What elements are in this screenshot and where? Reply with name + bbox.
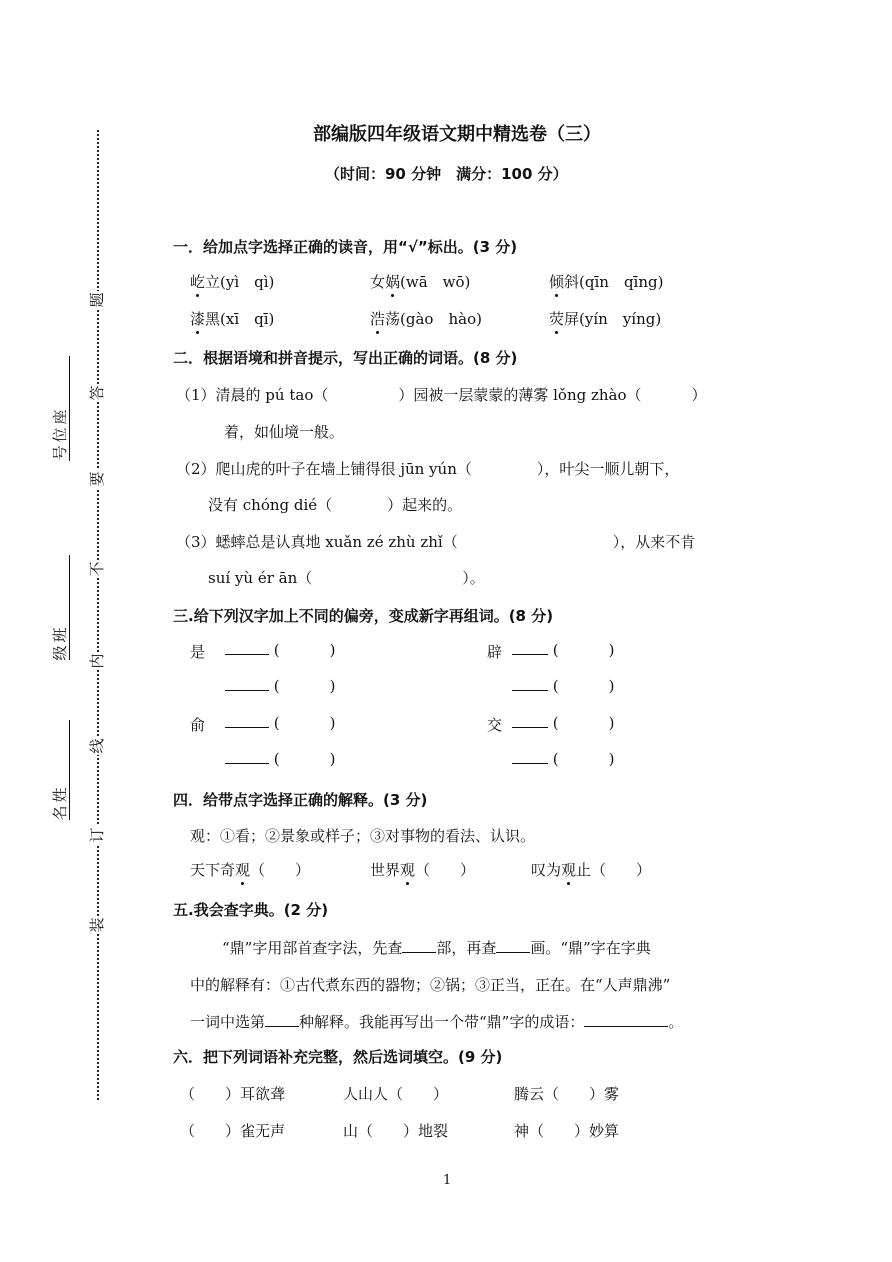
paren: ( bbox=[552, 750, 559, 768]
s3-answer-row bbox=[225, 714, 336, 732]
s1-pinyin: (qīn qīng) bbox=[579, 273, 664, 291]
s2-line-2b bbox=[208, 494, 462, 515]
s2-text: （3）蟋蟀总是认真地 xuǎn zé zhù zhǐ（ bbox=[176, 533, 458, 551]
blank[interactable] bbox=[225, 690, 269, 691]
s1-char: 荡 bbox=[385, 310, 401, 328]
s5-text: 一词中选第 bbox=[190, 1013, 266, 1031]
blank[interactable] bbox=[512, 727, 548, 728]
paren: ( bbox=[552, 714, 559, 732]
section-1-heading: 一．给加点字选择正确的读音，用“√”标出。(3 分) bbox=[173, 238, 518, 256]
page-number: 1 bbox=[443, 1173, 452, 1188]
paren: ( bbox=[273, 750, 280, 768]
s5-text: 。 bbox=[668, 1013, 684, 1031]
s4-dotted-char: 观 bbox=[561, 861, 577, 879]
s1-dotted-char: 荧 bbox=[549, 310, 565, 328]
s1-pinyin: (yín yíng) bbox=[579, 310, 662, 328]
s3-answer-row bbox=[225, 750, 336, 768]
s6-idiom: （ ）雀无声 bbox=[180, 1122, 286, 1140]
s2-line-3b bbox=[208, 567, 485, 588]
section-4-heading: 四．给带点字选择正确的解释。(3 分) bbox=[173, 791, 428, 809]
blank[interactable] bbox=[584, 1026, 668, 1027]
paren: ) bbox=[329, 641, 336, 659]
paren: ) bbox=[608, 677, 615, 695]
seal-char: 订 bbox=[88, 827, 106, 843]
s4-item bbox=[190, 859, 310, 880]
seat-label: 座 位 号 bbox=[51, 409, 69, 461]
s1-dotted-char: 屹 bbox=[190, 273, 206, 291]
paren: ( bbox=[552, 641, 559, 659]
section-3-heading: 三.给下列汉字加上不同的偏旁，变成新字再组词。(8 分) bbox=[173, 607, 554, 625]
page-subtitle: （时间：90 分钟 满分：100 分） bbox=[325, 165, 568, 183]
s4-paren: （ ） bbox=[250, 861, 311, 879]
s4-dotted-char: 观 bbox=[235, 861, 251, 879]
blank[interactable] bbox=[225, 654, 269, 655]
s1-char: 屏 bbox=[564, 310, 580, 328]
seal-char: 内 bbox=[88, 653, 106, 669]
class-label: 班 级 bbox=[51, 627, 69, 661]
s1-pinyin: (yì qì) bbox=[220, 273, 275, 291]
blank[interactable] bbox=[512, 690, 548, 691]
s1-pinyin: (gào hào) bbox=[400, 310, 482, 328]
s3-char: 俞 bbox=[190, 716, 206, 734]
s2-text: ） bbox=[691, 386, 707, 404]
s3-char: 交 bbox=[487, 716, 503, 734]
s5-line-1 bbox=[222, 937, 651, 958]
paren: ( bbox=[273, 677, 280, 695]
section-5-heading: 五.我会查字典。(2 分) bbox=[173, 901, 329, 919]
s3-char: 辟 bbox=[487, 643, 503, 661]
seal-char: 线 bbox=[88, 738, 106, 754]
paren: ) bbox=[608, 714, 615, 732]
s1-item bbox=[370, 271, 470, 292]
s5-text: 部，再查 bbox=[436, 939, 497, 957]
s6-idiom: 神（ ）妙算 bbox=[514, 1122, 620, 1140]
s6-idiom: 山（ ）地裂 bbox=[343, 1122, 449, 1140]
blank[interactable] bbox=[225, 763, 269, 764]
section-2-heading: 二．根据语境和拼音提示，写出正确的词语。(8 分) bbox=[173, 349, 518, 367]
s4-paren: 止（ ） bbox=[576, 861, 652, 879]
s2-line-1 bbox=[176, 384, 707, 405]
s2-text: ）园被一层蒙蒙的薄雾 lǒng zhào（ bbox=[398, 386, 642, 404]
paren: ) bbox=[329, 714, 336, 732]
s3-answer-row bbox=[225, 641, 336, 659]
s4-text: 天下奇 bbox=[190, 861, 236, 879]
s1-char: 黑 bbox=[205, 310, 221, 328]
s5-text: 种解释。我能再写出一个带“鼎”字的成语： bbox=[299, 1013, 585, 1031]
s4-dotted-char: 观 bbox=[400, 861, 416, 879]
s4-text: 世界 bbox=[370, 861, 401, 879]
paren: ) bbox=[329, 677, 336, 695]
s2-line-2 bbox=[176, 458, 679, 479]
paren: ( bbox=[552, 677, 559, 695]
s1-item bbox=[549, 271, 663, 292]
paren: ) bbox=[608, 641, 615, 659]
seal-char: 题 bbox=[88, 292, 106, 308]
s4-definition: 观：①看；②景象或样子；③对事物的看法、认识。 bbox=[190, 827, 536, 845]
blank[interactable] bbox=[225, 727, 269, 728]
seal-char: 要 bbox=[88, 471, 106, 487]
s4-text: 叹为 bbox=[531, 861, 562, 879]
s2-text: ），叶尖一顺儿朝下， bbox=[536, 460, 680, 478]
s1-item bbox=[190, 271, 274, 292]
s2-text: ）起来的。 bbox=[387, 496, 463, 514]
s1-item bbox=[190, 308, 274, 329]
s4-paren: （ ） bbox=[415, 861, 476, 879]
s3-char: 是 bbox=[190, 643, 206, 661]
seal-char: 答 bbox=[88, 385, 106, 401]
blank[interactable] bbox=[512, 654, 548, 655]
s3-answer-row bbox=[512, 714, 615, 732]
s2-text: ），从来不肯 bbox=[612, 533, 696, 551]
s6-idiom: 腾云（ ）雾 bbox=[514, 1085, 620, 1103]
s2-text: （1）清晨的 pú tao（ bbox=[176, 386, 329, 404]
s1-dotted-char: 倾 bbox=[549, 273, 565, 291]
s5-text: “鼎”字用部首查字法，先查 bbox=[222, 939, 403, 957]
paren: ) bbox=[608, 750, 615, 768]
blank[interactable] bbox=[496, 952, 530, 953]
s4-item bbox=[370, 859, 475, 880]
s2-text: ）。 bbox=[462, 569, 485, 587]
blank[interactable] bbox=[512, 763, 548, 764]
paren: ( bbox=[273, 714, 280, 732]
s3-answer-row bbox=[512, 677, 615, 695]
s1-dotted-char: 娲 bbox=[385, 273, 401, 291]
blank[interactable] bbox=[265, 1026, 299, 1027]
s1-pinyin: (wā wō) bbox=[400, 273, 471, 291]
s3-answer-row bbox=[225, 677, 336, 695]
section-6-heading: 六．把下列词语补充完整，然后选词填空。(9 分) bbox=[173, 1048, 503, 1066]
s1-char: 女 bbox=[370, 273, 386, 291]
s1-char: 斜 bbox=[564, 273, 580, 291]
paren: ( bbox=[273, 641, 280, 659]
s1-item bbox=[370, 308, 482, 329]
s1-pinyin: (xī qī) bbox=[220, 310, 275, 328]
s1-dotted-char: 浩 bbox=[370, 310, 386, 328]
name-label: 姓 名 bbox=[51, 787, 69, 821]
s5-text: 画。“鼎”字在字典 bbox=[530, 939, 651, 957]
s5-line-2: 中的解释有：①古代煮东西的器物；②锅；③正当，正在。在“人声鼎沸” bbox=[190, 976, 671, 994]
seal-char: 不 bbox=[88, 561, 106, 577]
s3-answer-row bbox=[512, 750, 615, 768]
s2-text: 着，如仙境一般。 bbox=[224, 423, 345, 441]
s2-text: suí yù ér ān（ bbox=[208, 569, 313, 587]
s1-char: 立 bbox=[205, 273, 221, 291]
s6-idiom: 人山人（ ） bbox=[343, 1085, 449, 1103]
s2-text: （2）爬山虎的叶子在墙上铺得很 jūn yún（ bbox=[176, 460, 472, 478]
s2-text: 没有 chóng dié（ bbox=[208, 496, 333, 514]
s5-line-3 bbox=[190, 1011, 683, 1032]
s1-item bbox=[549, 308, 661, 329]
paren: ) bbox=[329, 750, 336, 768]
s6-idiom: （ ）耳欲聋 bbox=[180, 1085, 286, 1103]
s1-dotted-char: 漆 bbox=[190, 310, 206, 328]
page-title: 部编版四年级语文期中精选卷（三） bbox=[313, 124, 601, 145]
blank[interactable] bbox=[402, 952, 436, 953]
binding-dotted-line bbox=[97, 130, 99, 1100]
s2-line-3 bbox=[176, 531, 695, 552]
s4-item bbox=[531, 859, 651, 880]
s3-answer-row bbox=[512, 641, 615, 659]
seal-char: 装 bbox=[88, 917, 106, 933]
